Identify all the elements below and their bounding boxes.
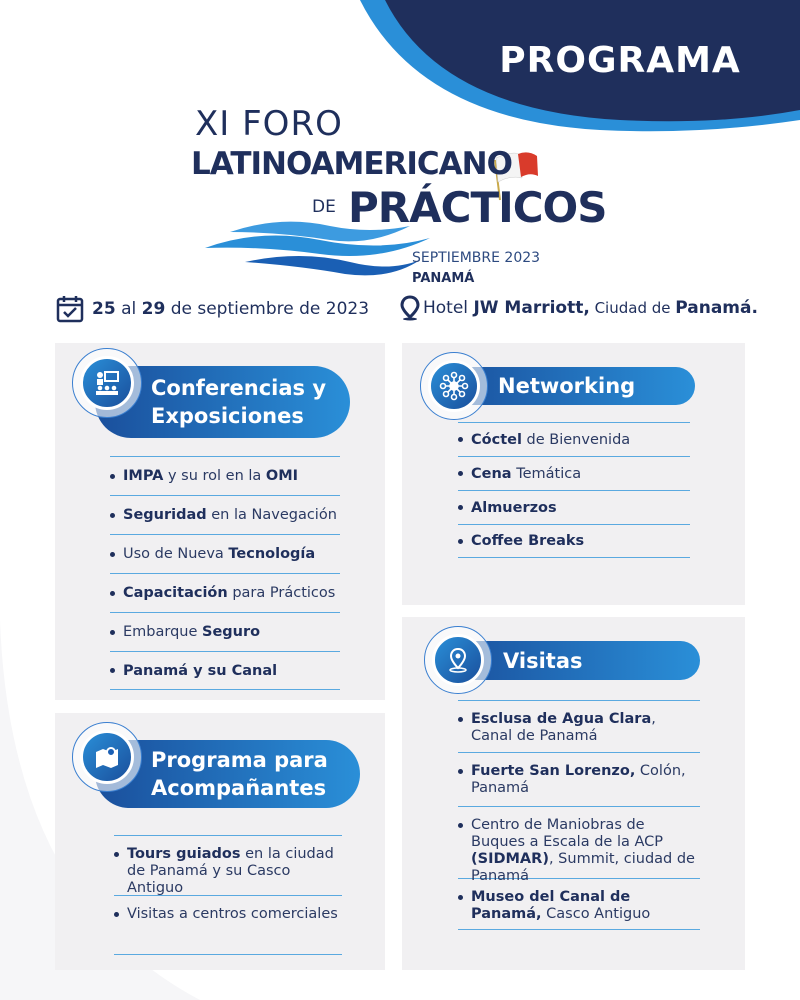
list-item xyxy=(114,835,342,895)
calendar-icon xyxy=(56,295,84,323)
visitas-header: Visitas xyxy=(445,641,700,680)
page-title: PROGRAMA xyxy=(499,40,741,81)
bullet xyxy=(110,630,115,635)
event-venue: Hotel JW Marriott, Ciudad de Panamá. xyxy=(400,295,758,321)
list-item-text: IMPA y su rol en la OMI xyxy=(123,468,299,484)
bullet xyxy=(458,717,463,722)
acompanantes-header: Programa para Acompañantes xyxy=(95,740,360,808)
bullet xyxy=(114,852,119,857)
list-item-text: Centro de Maniobras de Buques a Escala de la ACP (SIDMAR), Summit, ciudad de Panamá xyxy=(471,817,695,884)
list-item xyxy=(458,524,690,558)
bullet xyxy=(458,539,463,544)
conferencias-header: Conferencias y Exposiciones xyxy=(95,366,350,438)
logo-date: SEPTIEMBRE 2023 xyxy=(412,250,541,266)
network-icon xyxy=(428,360,480,412)
list-item-text: Panamá y su Canal xyxy=(123,662,278,679)
list-item-text: Cena Temática xyxy=(471,465,582,482)
list-item-text: Tours guiados en la ciudad de Panamá y su Casco Antiguo xyxy=(127,846,334,896)
list-item-text: Fuerte San Lorenzo, Colón, Panamá xyxy=(471,763,686,796)
bullet xyxy=(110,668,115,673)
presentation-icon xyxy=(80,356,134,410)
list-item xyxy=(110,495,340,534)
visitas-list xyxy=(458,700,700,930)
bullet xyxy=(110,591,115,596)
location-pin-icon xyxy=(400,295,420,321)
list-item xyxy=(110,612,340,651)
list-item-text: Coffee Breaks xyxy=(471,533,585,549)
list-item xyxy=(458,878,700,930)
bullet xyxy=(458,769,463,774)
list-item-text: Uso de Nueva Tecnología xyxy=(123,546,316,562)
list-item-text: Cóctel de Bienvenida xyxy=(471,431,631,448)
list-item xyxy=(458,700,700,752)
list-item xyxy=(458,422,690,456)
list-item-text: Seguridad en la Navegación xyxy=(123,507,337,523)
list-item xyxy=(458,752,700,806)
logo-place: PANAMÁ xyxy=(412,271,475,286)
bullet xyxy=(110,474,115,479)
list-item-text: Almuerzos xyxy=(471,499,557,516)
event-dates: 25 al 29 de septiembre de 2023 xyxy=(56,295,369,323)
conferencias-list xyxy=(110,456,340,690)
logo-line1: XI FORO xyxy=(195,104,343,144)
list-item xyxy=(458,456,690,490)
logo-line3: PRÁCTICOS xyxy=(348,183,607,232)
bullet xyxy=(458,471,463,476)
list-item-text: Capacitación para Prácticos xyxy=(123,585,336,601)
list-item xyxy=(458,490,690,524)
map-icon xyxy=(80,730,134,784)
bullet xyxy=(110,513,115,518)
location-pin-icon xyxy=(432,634,484,686)
list-item-text: Embarque Seguro xyxy=(123,624,261,640)
bullet xyxy=(458,505,463,510)
bullet xyxy=(458,895,463,900)
bullet xyxy=(458,823,463,828)
list-item-text: Museo del Canal de Panamá, Casco Antiguo xyxy=(471,889,651,922)
logo-line2: LATINOAMERICANO xyxy=(191,146,512,182)
list-item xyxy=(114,895,342,955)
networking-list xyxy=(458,422,690,558)
list-item xyxy=(458,806,700,884)
list-item xyxy=(110,456,340,495)
list-item xyxy=(110,534,340,573)
logo-de: DE xyxy=(312,197,336,217)
list-item-text: Esclusa de Agua Clara, Canal de Panamá xyxy=(471,711,656,744)
bullet xyxy=(458,437,463,442)
networking-header: Networking xyxy=(440,367,695,405)
list-item xyxy=(110,573,340,612)
acompanantes-list xyxy=(114,835,342,955)
bullet xyxy=(114,912,119,917)
list-item xyxy=(110,651,340,690)
bullet xyxy=(110,552,115,557)
list-item-text: Visitas a centros comerciales xyxy=(127,906,338,922)
